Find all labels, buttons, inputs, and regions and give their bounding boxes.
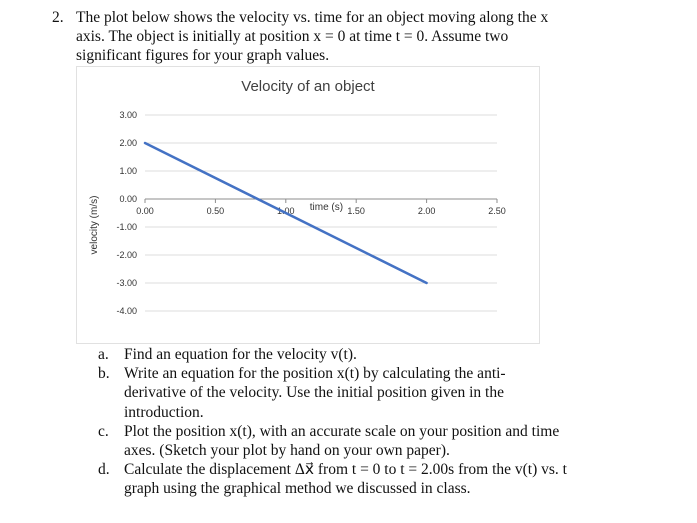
part-letter: d. [98, 461, 110, 479]
y-tick-label: 0.00 [119, 194, 137, 204]
x-tick-label: 1.00 [277, 206, 295, 216]
part-letter: c. [98, 422, 109, 440]
part-line: Calculate the displacement Δx⃗ from t = 0 to t = 2.00s from the v(t) vs. t [124, 461, 567, 479]
part-d [98, 460, 688, 498]
y-tick-label: 2.00 [119, 138, 137, 148]
part-line: graph using the graphical method we discussed in class. [124, 480, 471, 498]
question-parts [98, 345, 688, 499]
y-tick-label: 1.00 [119, 166, 137, 176]
series-line [145, 143, 427, 283]
problem-text [76, 8, 666, 65]
part-letter: a. [98, 346, 109, 363]
part-line: Write an equation for the position x(t) by calculating the anti- [124, 365, 506, 383]
velocity-chart-svg [77, 67, 539, 343]
part-line: Find an equation for the velocity v(t). [124, 346, 357, 363]
part-letter: b. [98, 365, 110, 383]
part-b [98, 364, 688, 422]
problem-line: axis. The object is initially at position x = 0 at time t = 0. Assume two [76, 28, 509, 45]
chart-title: Velocity of an object [241, 78, 375, 95]
y-tick-label: -1.00 [116, 222, 137, 232]
y-tick-labels [116, 110, 137, 316]
problem-line: significant figures for your graph values. [76, 47, 330, 64]
y-axis-title: velocity (m/s) [89, 195, 100, 255]
gridlines [145, 115, 497, 311]
part-line: introduction. [124, 403, 204, 421]
x-axis-title: time (s) [309, 202, 344, 213]
x-tick-label: 2.50 [488, 206, 506, 216]
x-tick-label: 0.00 [136, 206, 154, 216]
y-tick-label: 3.00 [119, 110, 137, 120]
y-tick-label: -4.00 [116, 306, 137, 316]
problem-number: 2. [52, 9, 64, 26]
x-tick-label: 2.00 [417, 206, 436, 216]
part-c [98, 422, 688, 460]
series-layer [145, 143, 427, 283]
y-tick-label: -2.00 [116, 250, 137, 260]
velocity-chart [76, 66, 540, 344]
part-line: axes. (Sketch your plot by hand on your own paper). [124, 442, 450, 460]
problem-line: The plot below shows the velocity vs. time for an object moving along the x [76, 9, 549, 26]
x-tick-label: 1.50 [347, 206, 365, 216]
part-line: derivative of the velocity. Use the initial position given in the [124, 384, 504, 402]
part-a [98, 345, 688, 364]
y-tick-label: -3.00 [116, 278, 137, 288]
part-line: Plot the position x(t), with an accurate scale on your position and time [124, 422, 560, 440]
x-tick-label: 0.50 [206, 206, 225, 216]
